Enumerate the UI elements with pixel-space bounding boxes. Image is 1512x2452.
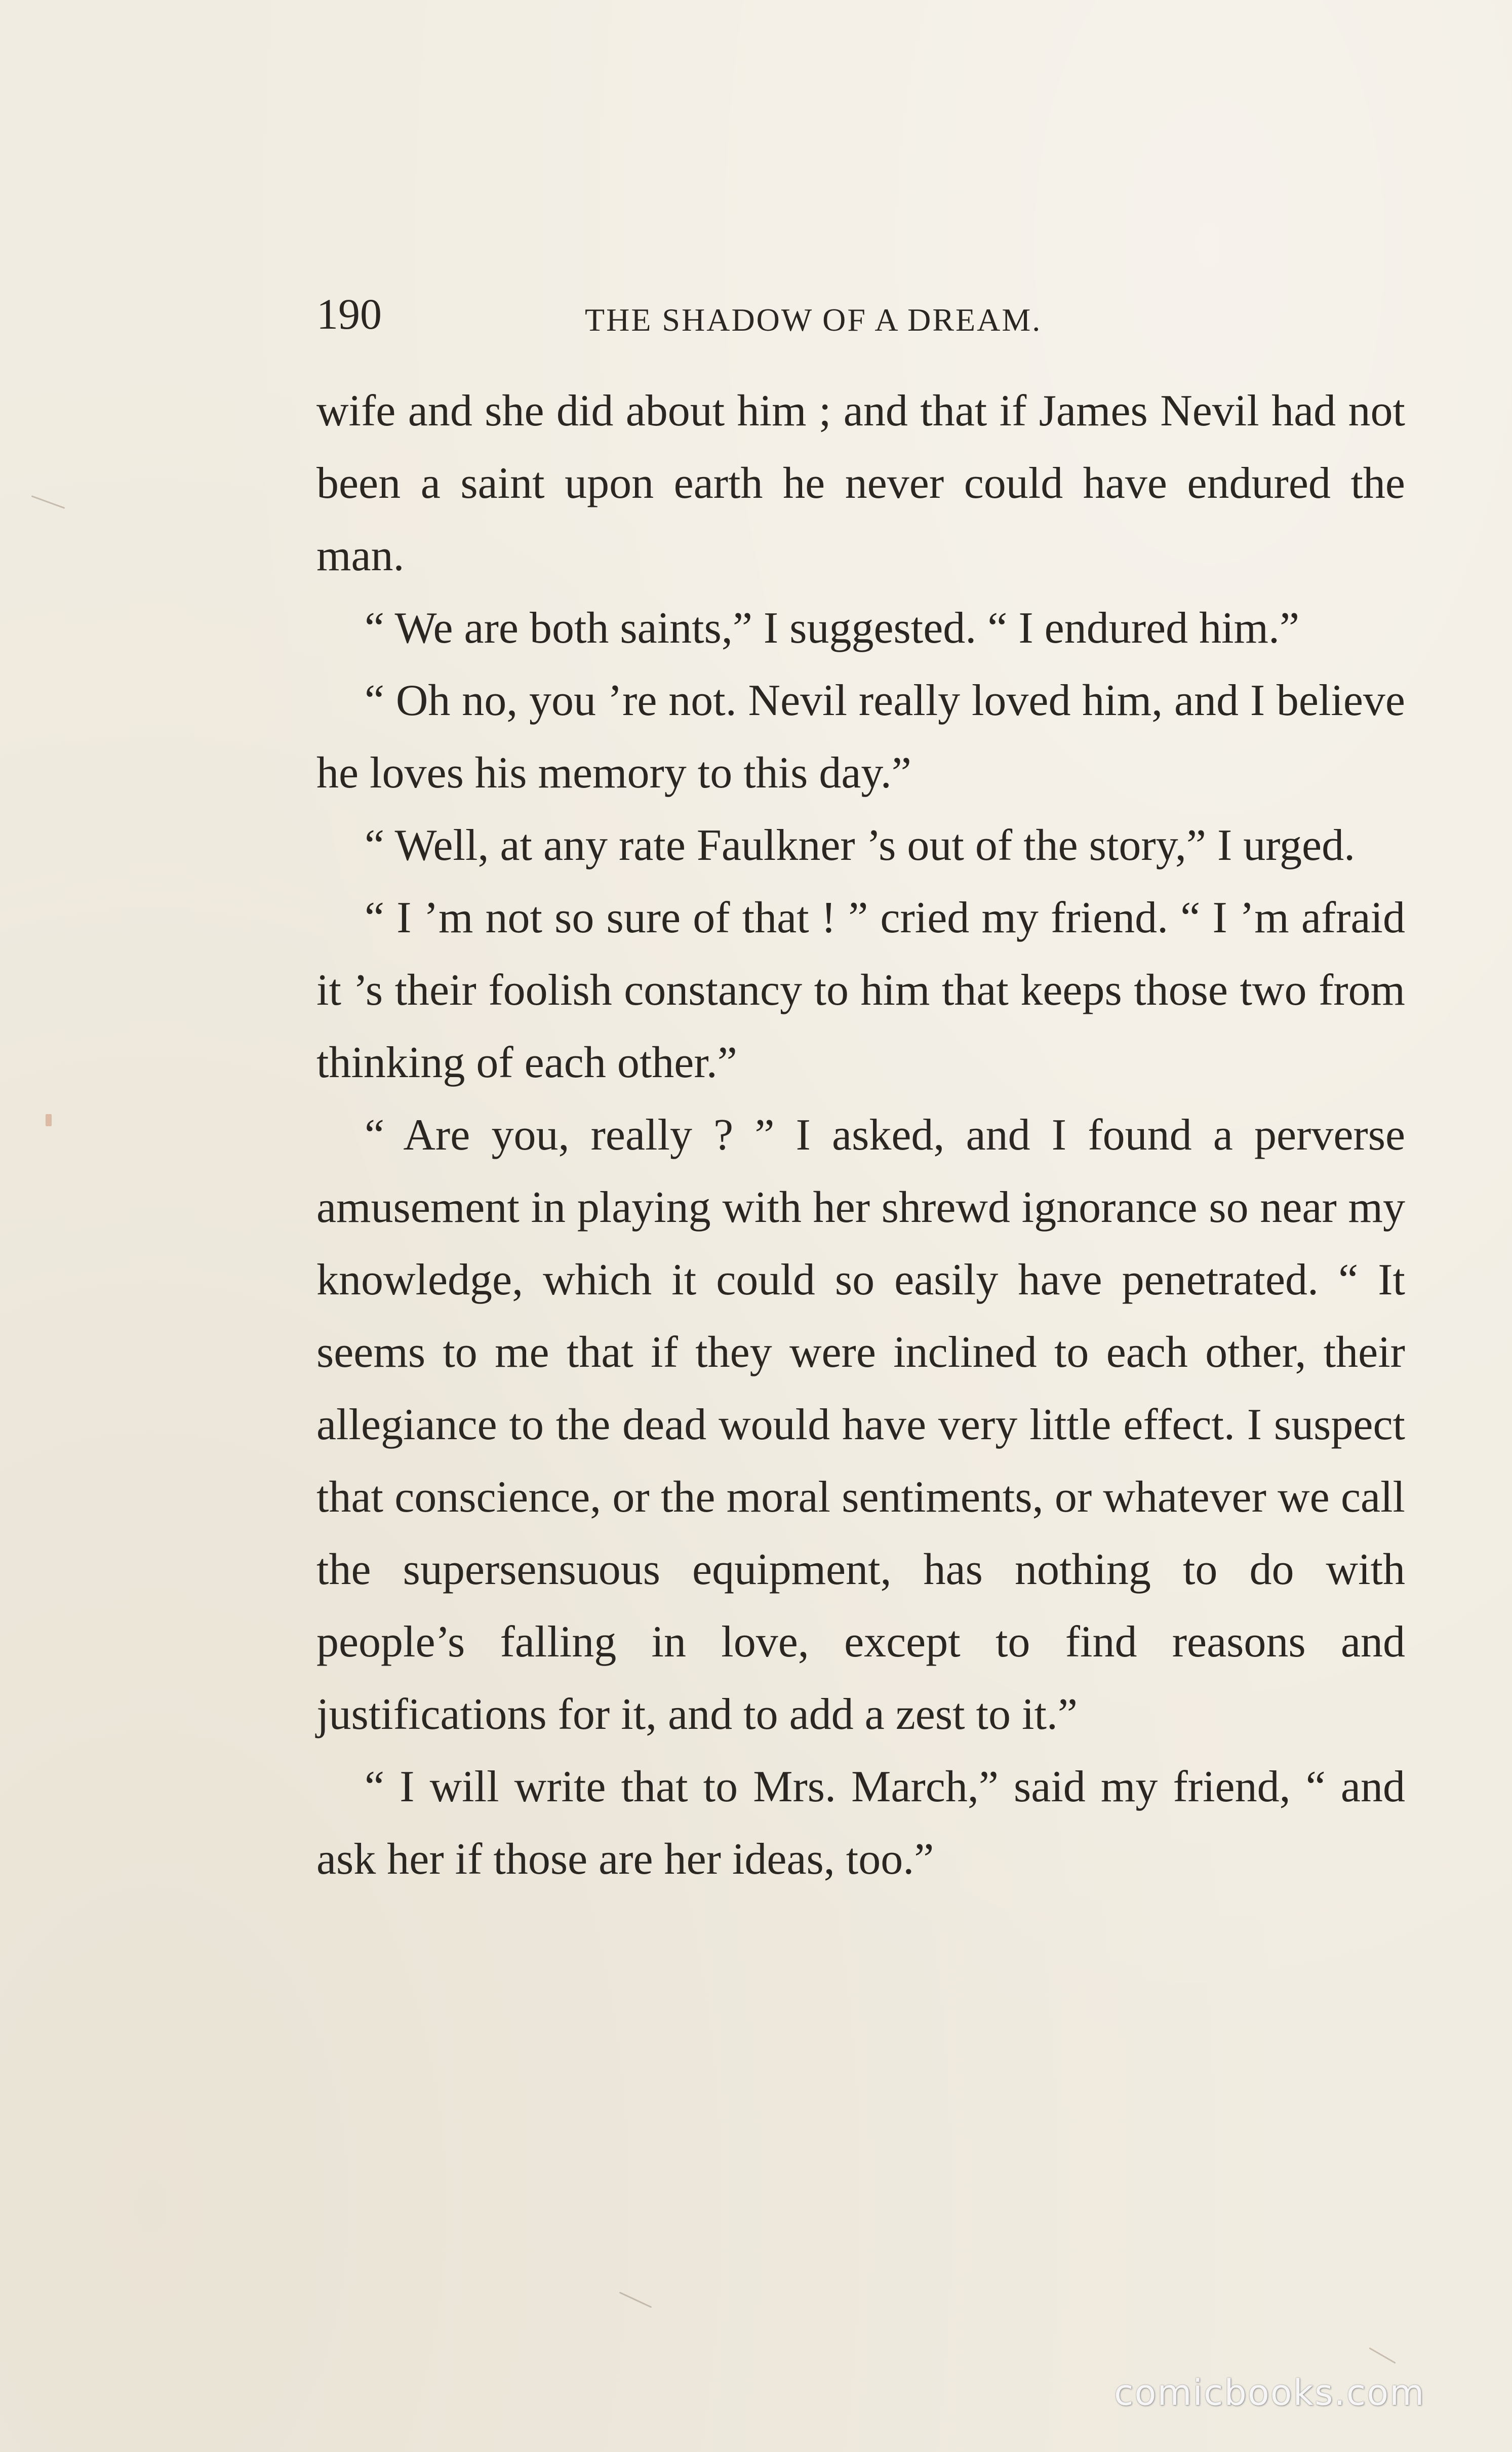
paper-speck [31, 495, 65, 509]
paragraph: “ I ’m not so sure of that ! ” cried my friend. “ I ’m afraid it ’s their foolish constancy to him that keeps those two from thinking of each other.” [316, 893, 1405, 1087]
paper-speck [46, 1114, 52, 1126]
paper-speck [1369, 2347, 1396, 2364]
paragraph: “ We are both saints,” I suggested. “ I endured him.” [365, 604, 1300, 653]
page-number: 190 [316, 290, 382, 338]
paragraph: “ I will write that to Mrs. March,” said my friend, “ and ask her if those are her ideas, too.” [316, 1762, 1405, 1884]
paragraph: “ Oh no, you ’re not. Nevil really loved him, and I believe he loves his memory to this day.” [316, 676, 1405, 798]
running-title: THE SHADOW OF A DREAM. [585, 302, 1042, 338]
paragraph: “ Are you, really ? ” I asked, and I found a perverse amusement in playing with her shrewd ignorance so near my knowledge, which it could so easily have penetrated. “ It seems to me that if they were inclined to each other, their allegiance to the dead would have very little effect. I suspect that conscience, or the moral sentiments, or whatever we call the supersensuous equipment, has nothing to do with people’s falling in love, except to find reasons and justifications for it, and to add a zest to it.” [316, 1111, 1405, 1739]
watermark: comicbooks.com [1114, 2372, 1425, 2414]
page-header [316, 284, 1405, 344]
paragraph: wife and she did about him ; and that if James Nevil had not been a saint upon earth he never could have endured the man. [316, 386, 1405, 580]
paper-speck [619, 2291, 652, 2308]
paragraph: “ Well, at any rate Faulkner ’s out of the story,” I urged. [365, 821, 1356, 870]
body-text [316, 375, 1405, 1895]
